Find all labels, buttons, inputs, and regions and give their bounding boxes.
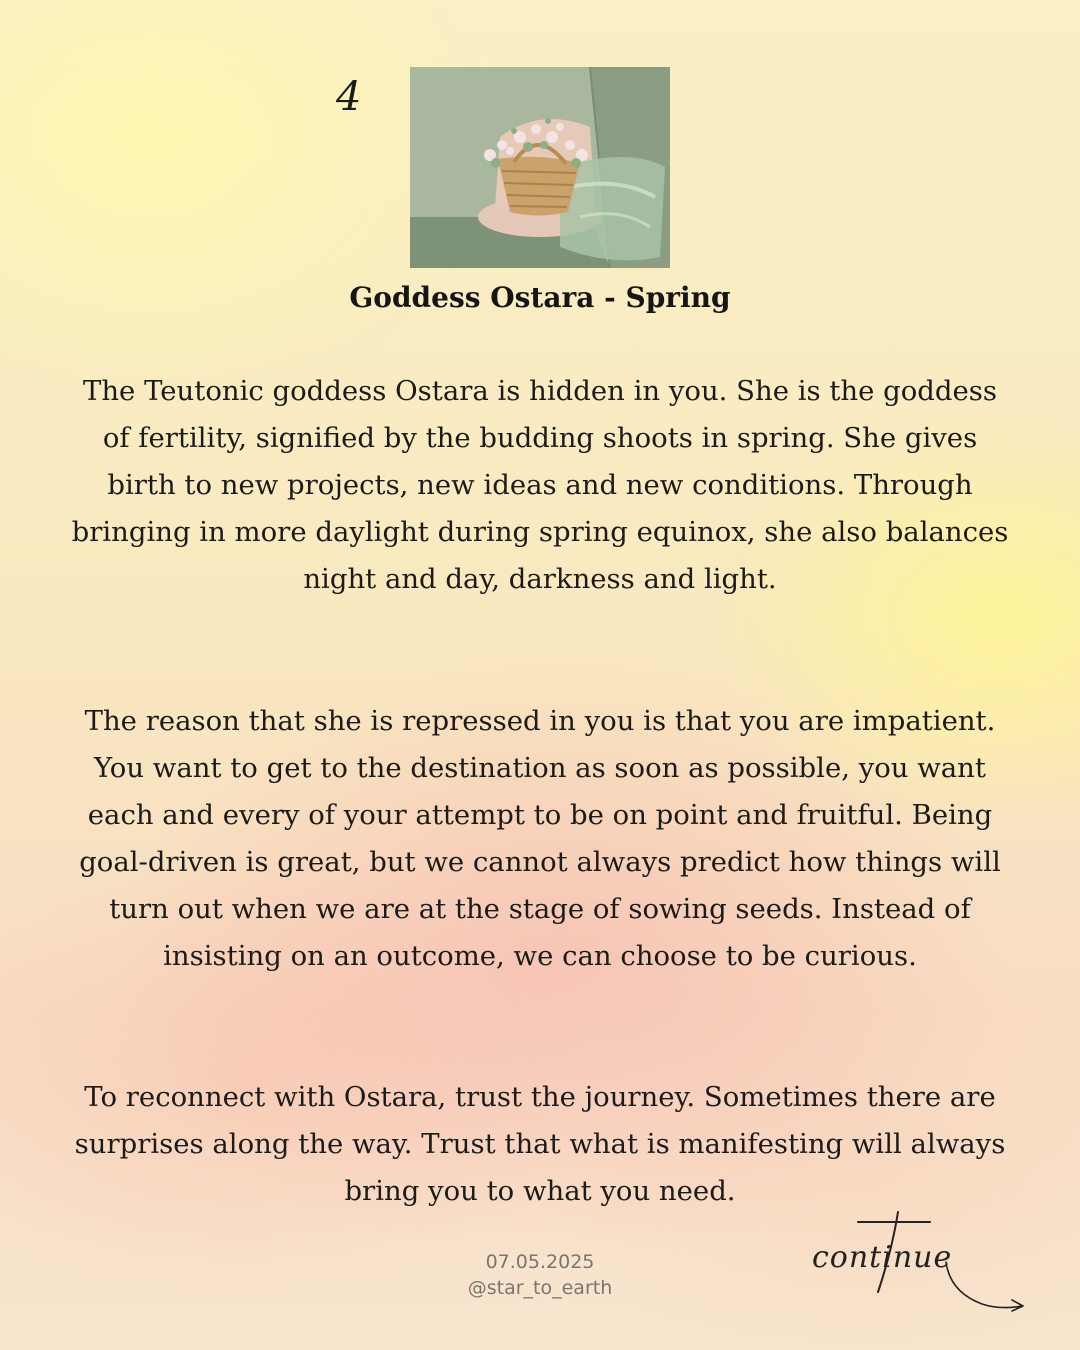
footer-date: 07.05.2025	[485, 1251, 595, 1273]
page-title: Goddess Ostara - Spring	[349, 281, 731, 314]
continue-arrow-icon[interactable]	[800, 1200, 1040, 1330]
flower-basket-photo	[410, 67, 670, 268]
page-number: 4	[336, 74, 362, 120]
continue-label[interactable]: continue	[812, 1240, 953, 1275]
paragraph-intro: The Teutonic goddess Ostara is hidden in you. She is the goddess of fertility, signified by the budding shoots in spring. She gives birth to new projects, new ideas and new conditions. Through bringing in more daylight during spring equinox, she also balances night and day, darkness and light.	[71, 375, 1009, 595]
paragraph-repression: The reason that she is repressed in you is that you are impatient. You want to get to the destination as soon as possible, you want each and every of your attempt to be on point and fruitful. Being goal-driven is great, but we cannot always predict how things will turn out when we are at the stage of sowing seeds. Instead of insisting on an outcome, we can choose to be curious.	[79, 705, 1001, 972]
footer-handle: @star_to_earth	[467, 1277, 613, 1299]
paragraph-reconnect: To reconnect with Ostara, trust the journey. Sometimes there are surprises along the way. Trust that what is manifesting will always bring you to what you need.	[74, 1081, 1006, 1207]
